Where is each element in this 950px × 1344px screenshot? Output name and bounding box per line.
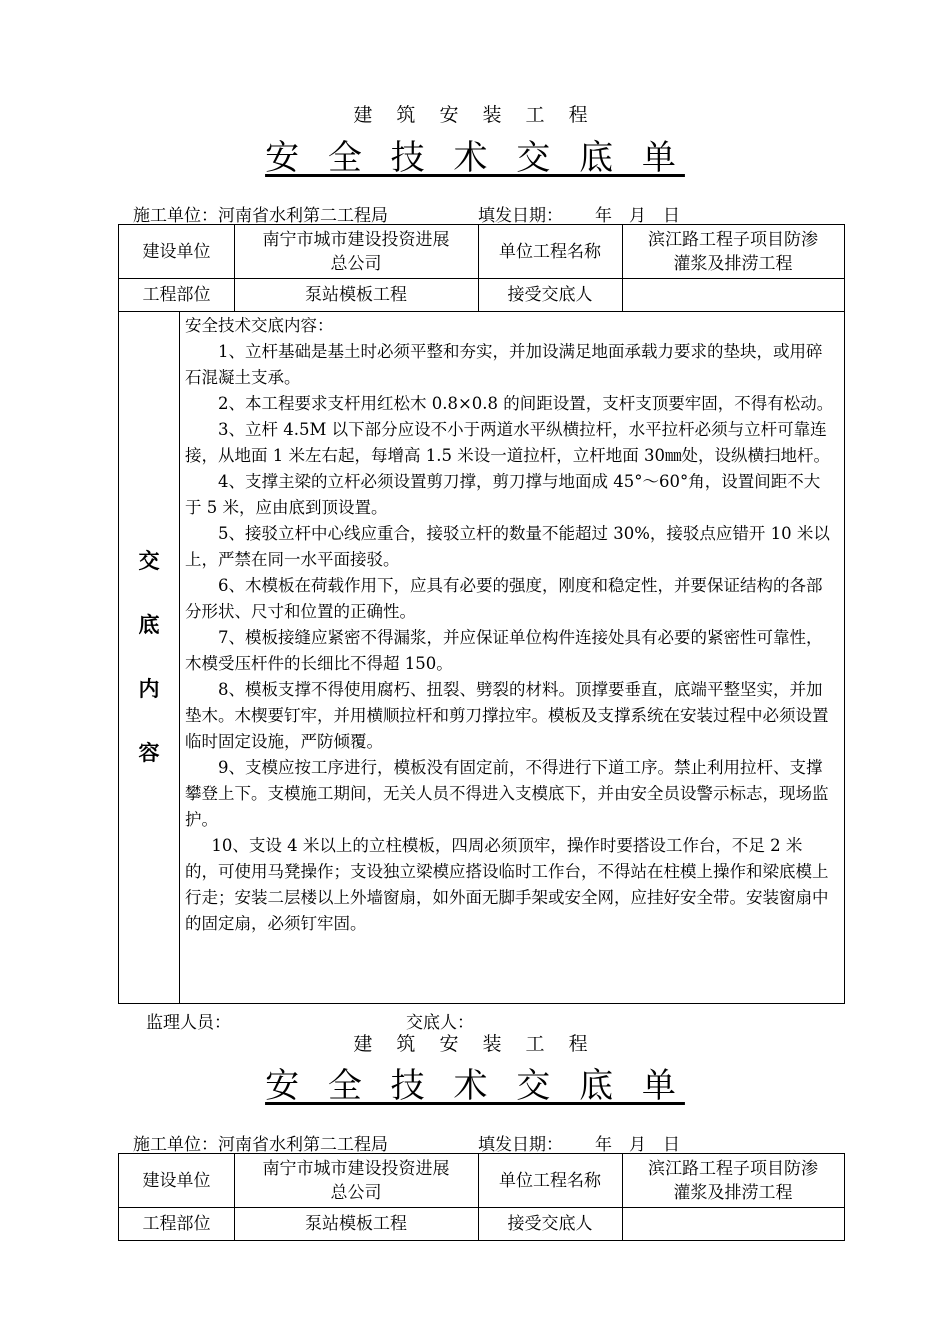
- issue-date-label: 填发日期：: [478, 206, 563, 226]
- issue-date-label: 填发日期：: [478, 1135, 563, 1155]
- list-item: 4、支撑主梁的立杆必须设置剪刀撑，剪刀撑与地面成 45°～60°角，设置间距不大于 5 米，应由底到顶设置。: [185, 472, 821, 517]
- form-subtitle: 建 筑 安 装 工 程: [353, 104, 597, 126]
- list-item: 7、模板接缝应紧密不得漏浆，并应保证单位构件连接处具有必要的紧密性可靠性，木模受压杆件的长细比不得超 150。: [185, 628, 823, 673]
- project-name-label: 单位工程名称: [499, 1170, 601, 1191]
- builder-value-line2: 总公司: [330, 1182, 382, 1203]
- builder-value: [234, 1154, 478, 1207]
- form-subtitle: 建 筑 安 装 工 程: [353, 1033, 597, 1055]
- list-item: 1、立杆基础是基土时必须平整和夯实，并加设满足地面承载力要求的垫块，或用碎石混凝土支承。: [185, 342, 823, 387]
- content-label-char: 底: [138, 612, 160, 637]
- project-name-value: [622, 225, 844, 278]
- supervisor-label: 监理人员：: [146, 1013, 231, 1033]
- project-name-line2: 灌浆及排涝工程: [673, 1182, 793, 1203]
- receiver-value: [622, 278, 844, 311]
- list-item: 3、立杆 4.5M 以下部分应设不小于两道水平纵横拉杆，水平拉杆必须与立杆可靠连接，从地面 1 米左右起，每增高 1.5 米设一道拉杆，立杆地面 30㎜处，设纵横扫地杆。: [185, 420, 830, 465]
- project-name-line2: 灌浆及排涝工程: [673, 253, 793, 274]
- issue-date: [478, 1130, 680, 1155]
- content-label: [119, 311, 179, 1003]
- builder-value-line1: 南宁市城市建设投资进展: [262, 229, 450, 250]
- construction-unit-label: 施工单位：: [133, 206, 218, 226]
- builder-value: [234, 225, 478, 278]
- construction-unit-value: 河南省水利第二工程局: [218, 206, 388, 226]
- issue-date-value: 年 月 日: [595, 1135, 680, 1155]
- form-title: 安 全 技 术 交 底 单: [265, 1066, 685, 1106]
- content-label-char: 容: [138, 740, 160, 765]
- builder-value-line2: 总公司: [330, 253, 382, 274]
- content-heading: 安全技术交底内容：: [185, 316, 334, 335]
- content-body: [185, 313, 834, 937]
- construction-unit-value: 河南省水利第二工程局: [218, 1135, 388, 1155]
- disclosure-table: [118, 1153, 845, 1241]
- construction-unit: [133, 1130, 388, 1155]
- section-label: 工程部位: [142, 284, 211, 305]
- section-value: 泵站模板工程: [305, 284, 407, 305]
- list-item: 9、支模应按工序进行，模板没有固定前，不得进行下道工序。禁止利用拉杆、支撑攀登上下。支模施工期间，无关人员不得进入支模底下，并由安全员设警示标志，现场监护。: [185, 758, 829, 829]
- receiver-label: 接受交底人: [507, 1213, 593, 1234]
- issue-date-value: 年 月 日: [595, 206, 680, 226]
- issue-date: [478, 201, 680, 226]
- list-item: 5、接驳立杆中心线应重合，接驳立杆的数量不能超过 30%，接驳点应错开 10 米以上，严禁在同一水平面接驳。: [185, 524, 830, 569]
- content-label-char: 交: [138, 548, 160, 573]
- builder-label: 建设单位: [142, 1170, 211, 1191]
- section-value: 泵站模板工程: [305, 1213, 407, 1234]
- list-item: 10、支设 4 米以上的立柱模板，四周必须顶牢，操作时要搭设工作台，不足 2 米的，可使用马凳操作；支设独立梁模应搭设临时工作台，不得站在柱模上操作和梁底模上行走；安装二层楼以上外墙窗扇，如外面无脚手架或安全网，应挂好安全带。安装窗扇中的固定扇，必须钉牢固。: [185, 836, 829, 933]
- project-name-value: [622, 1154, 844, 1207]
- builder-value-line1: 南宁市城市建设投资进展: [262, 1158, 450, 1179]
- receiver-value: [622, 1207, 844, 1240]
- construction-unit-label: 施工单位：: [133, 1135, 218, 1155]
- project-name-label: 单位工程名称: [499, 241, 601, 262]
- list-item: 6、木模板在荷载作用下，应具有必要的强度，刚度和稳定性，并要保证结构的各部分形状、尺寸和位置的正确性。: [185, 576, 823, 621]
- content-label-char: 内: [138, 676, 160, 701]
- project-name-line1: 滨江路工程子项目防渗: [648, 1158, 818, 1179]
- project-name-line1: 滨江路工程子项目防渗: [648, 229, 818, 250]
- discloser-label: 交底人：: [406, 1013, 474, 1033]
- list-item: 2、本工程要求支杆用红松木 0.8×0.8 的间距设置，支杆支顶要牢固，不得有松动。: [218, 394, 834, 413]
- construction-unit: [133, 201, 388, 226]
- builder-label: 建设单位: [142, 241, 211, 262]
- content-section: [119, 311, 844, 1003]
- section-label: 工程部位: [142, 1213, 211, 1234]
- list-item: 8、模板支撑不得使用腐朽、扭裂、劈裂的材料。顶撑要垂直，底端平整坚实，并加垫木。木楔要钉牢，并用横顺拉杆和剪刀撑拉牢。模板及支撑系统在安装过程中必须设置临时固定设施，严防倾覆。: [185, 680, 829, 751]
- form-title: 安 全 技 术 交 底 单: [265, 138, 685, 178]
- disclosure-table: [118, 224, 845, 1004]
- receiver-label: 接受交底人: [507, 284, 593, 305]
